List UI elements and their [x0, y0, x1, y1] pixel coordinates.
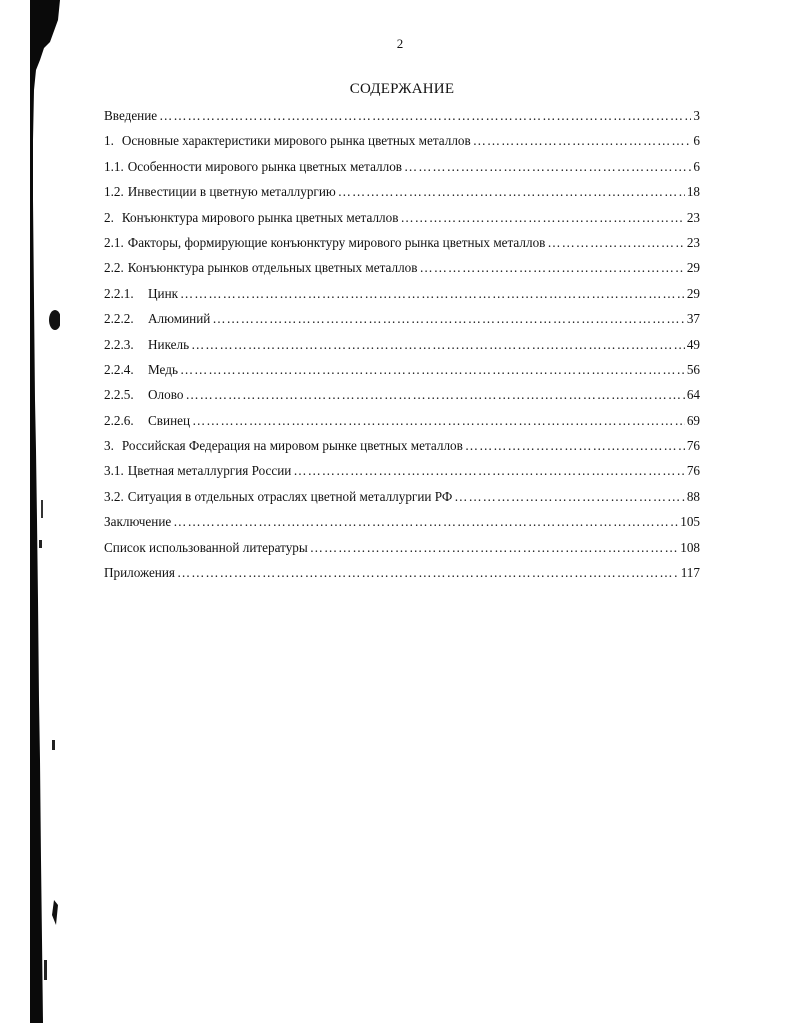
toc-entry	[104, 413, 700, 438]
toc-dot-leader	[212, 311, 684, 327]
toc-entry-page: 18	[686, 184, 700, 200]
toc-entry-number: 1.	[104, 133, 114, 149]
toc-entry	[104, 159, 700, 184]
toc-dot-leader	[547, 235, 684, 251]
toc-entry	[104, 286, 700, 311]
toc-dot-leader	[180, 362, 685, 378]
table-of-contents	[104, 108, 700, 590]
toc-entry-number: 2.2.3.	[104, 336, 134, 352]
toc-dot-leader	[310, 540, 678, 556]
toc-entry	[104, 311, 700, 336]
toc-entry-label: Основные характеристики мирового рынка цветных металлов	[121, 133, 471, 149]
toc-entry	[104, 438, 700, 463]
toc-entry-page: 49	[686, 336, 700, 352]
toc-entry	[104, 133, 700, 158]
toc-entry-label: Медь	[148, 361, 178, 377]
toc-entry-number: 2.2.6.	[104, 412, 134, 428]
toc-entry-page: 69	[686, 412, 700, 428]
toc-dot-leader	[420, 260, 685, 276]
toc-entry-page: 23	[686, 234, 700, 250]
toc-dot-leader	[191, 337, 685, 353]
toc-entry-number: 1.1.	[104, 158, 124, 174]
toc-entry-page: 117	[680, 565, 700, 581]
toc-entry-number: 3.2.	[104, 488, 124, 504]
toc-entry-number: 2.2.1.	[104, 285, 134, 301]
toc-entry-label: Олово	[148, 387, 184, 403]
toc-entry-page: 56	[686, 361, 700, 377]
toc-entry-page: 6	[693, 133, 700, 149]
toc-entry	[104, 362, 700, 387]
toc-entry	[104, 387, 700, 412]
toc-dot-leader	[338, 184, 685, 200]
toc-dot-leader	[192, 413, 685, 429]
toc-entry-number: 2.2.4.	[104, 361, 134, 377]
toc-dot-leader	[293, 463, 684, 479]
toc-entry-label: Никель	[148, 336, 190, 352]
toc-dot-leader	[177, 565, 679, 581]
toc-entry-label: Особенности мирового рынка цветных металлов	[127, 158, 403, 174]
toc-entry-page: 64	[686, 387, 700, 403]
toc-entry-page: 76	[686, 463, 700, 479]
toc-entry-page: 29	[686, 285, 700, 301]
toc-entry-label: Список использованной литературы	[104, 539, 308, 555]
toc-dot-leader	[180, 286, 685, 302]
toc-entry-number: 2.1.	[104, 234, 124, 250]
toc-entry-label: Введение	[104, 108, 158, 123]
toc-entry-number: 2.2.5.	[104, 387, 134, 403]
toc-entry	[104, 210, 700, 235]
toc-entry-number: 3.	[104, 438, 114, 454]
scan-binding-edge	[0, 0, 60, 1023]
toc-entry	[104, 108, 700, 133]
toc-dot-leader	[159, 108, 691, 124]
toc-entry-page: 29	[686, 260, 700, 276]
toc-entry	[104, 337, 700, 362]
toc-dot-leader	[185, 387, 684, 403]
toc-entry-page: 88	[686, 488, 700, 504]
toc-entry	[104, 489, 700, 514]
toc-entry-page: 108	[680, 539, 700, 555]
toc-entry-label: Цветная металлургия России	[127, 463, 292, 479]
toc-dot-leader	[400, 210, 684, 226]
toc-entry-label: Свинец	[148, 412, 191, 428]
toc-entry-number: 2.2.2.	[104, 311, 134, 327]
toc-entry-page: 105	[680, 514, 700, 530]
toc-entry	[104, 540, 700, 565]
toc-entry-label: Ситуация в отдельных отраслях цветной металлургии РФ	[127, 488, 453, 504]
toc-entry-page: 37	[686, 311, 700, 327]
toc-entry	[104, 463, 700, 488]
toc-entry-page: 23	[686, 209, 700, 225]
toc-entry	[104, 235, 700, 260]
toc-entry-page: 3	[693, 108, 700, 123]
toc-entry-label: Цинк	[148, 285, 179, 301]
toc-entry-page: 6	[693, 158, 700, 174]
toc-entry	[104, 260, 700, 285]
toc-entry-label: Инвестиции в цветную металлургию	[127, 184, 336, 200]
toc-entry	[104, 565, 700, 590]
toc-entry-number: 2.2.	[104, 260, 124, 276]
toc-entry-label: Заключение	[104, 514, 172, 530]
toc-entry	[104, 184, 700, 209]
page-number: 2	[396, 36, 404, 51]
toc-entry-label: Приложения	[104, 565, 175, 581]
toc-dot-leader	[173, 514, 678, 530]
page-title: СОДЕРЖАНИЕ	[349, 81, 455, 97]
toc-entry-label: Российская Федерация на мировом рынке цветных металлов	[121, 438, 463, 454]
toc-entry-page: 76	[686, 438, 700, 454]
toc-dot-leader	[465, 438, 685, 454]
toc-entry-label: Конъюнктура рынков отдельных цветных металлов	[127, 260, 418, 276]
toc-entry-number: 3.1.	[104, 463, 124, 479]
toc-entry-label: Алюминий	[148, 311, 211, 327]
toc-dot-leader	[454, 489, 685, 505]
toc-entry-label: Факторы, формирующие конъюнктуру мирового рынка цветных металлов	[127, 234, 546, 250]
toc-dot-leader	[473, 133, 692, 149]
toc-dot-leader	[404, 159, 691, 175]
toc-entry-number: 2.	[104, 209, 114, 225]
toc-entry-number: 1.2.	[104, 184, 124, 200]
toc-entry	[104, 514, 700, 539]
toc-entry-label: Конъюнктура мирового рынка цветных металлов	[121, 209, 399, 225]
